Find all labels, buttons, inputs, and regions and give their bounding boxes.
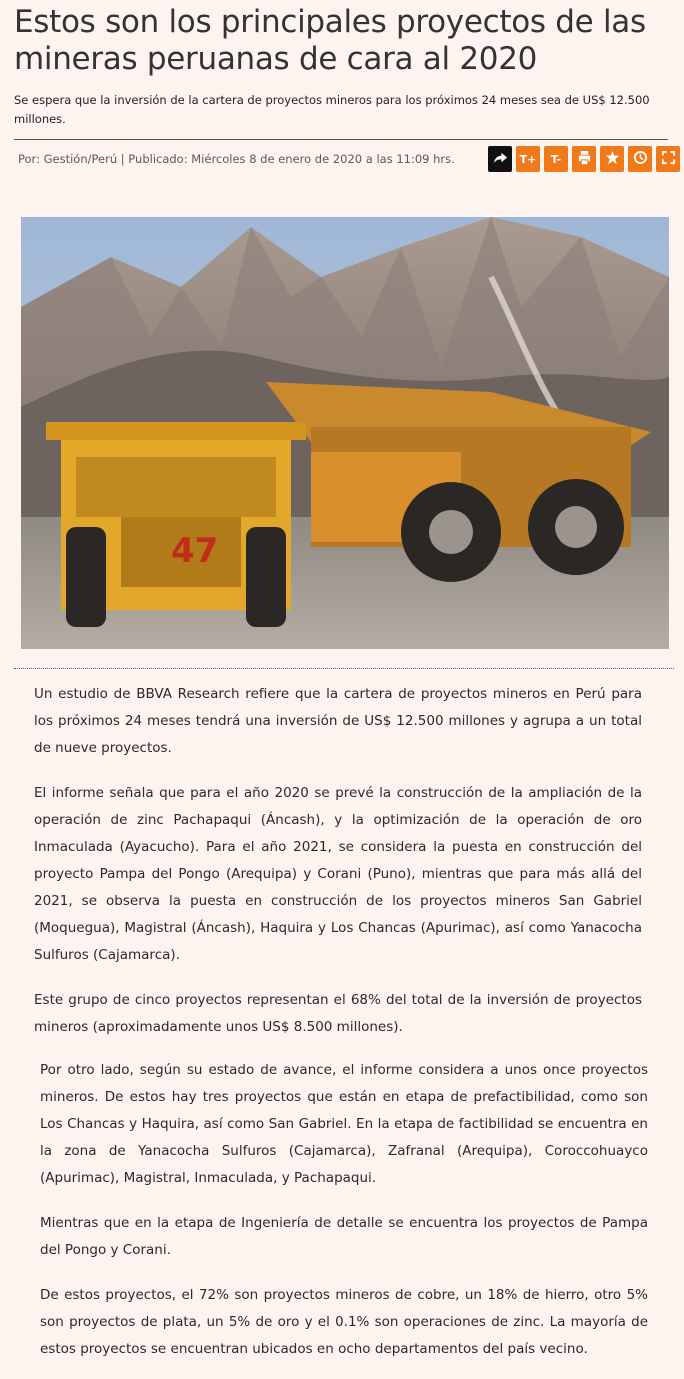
header-divider (14, 139, 668, 140)
font-increase-button[interactable]: T+ (516, 146, 540, 172)
mining-trucks-photo (21, 217, 669, 649)
star-icon (605, 150, 620, 168)
article-body-continued (40, 1057, 648, 1379)
paragraph: De estos proyectos, el 72% son proyectos mineros de cobre, un 18% de hierro, otro 5% son proyectos de plata, un 5% de oro y el 0.1% son operaciones de zinc. La mayoría de estos proyectos se encuentran ubicados en ocho departamentos del país vecino. (40, 1287, 648, 1357)
article-toolbar (488, 146, 680, 172)
font-decrease-button[interactable]: T- (544, 146, 568, 172)
paragraph: Un estudio de BBVA Research refiere que la cartera de proyectos mineros en Perú para los próximos 24 meses tendrá una inversión de US$ 12.500 millones y agrupa a un total de nueve proyectos. (34, 686, 642, 756)
photo-divider (14, 668, 674, 669)
paragraph: Por otro lado, según su estado de avance, el informe considera a unos once proyectos mineros. De estos hay tres proyectos que están en etapa de prefactibilidad, como son Los Chancas y Haquira, así como San Gabriel. En la etapa de factibilidad se encuentra en la zona de Yanacocha Sulfuros (Cajamarca), Zafranal (Arequipa), Coroccohuayco (Apurimac), Magistral, Inmaculada, y Pachapaqui. (40, 1062, 648, 1186)
share-icon (493, 150, 508, 168)
article-headline: Estos son los principales proyectos de las mineras peruanas de cara al 2020 (14, 4, 646, 77)
article-byline: Por: Gestión/Perú | Publicado: Miércoles 8 de enero de 2020 a las 11:09 hrs. (18, 152, 455, 166)
paragraph: Mientras que en la etapa de Ingeniería de detalle se encuentra los proyectos de Pampa del Pongo y Corani. (40, 1215, 648, 1258)
truck-number: 47 (171, 531, 219, 571)
fullscreen-button[interactable] (656, 146, 680, 172)
article-body (34, 681, 642, 1059)
history-button[interactable] (628, 146, 652, 172)
share-button[interactable] (488, 146, 512, 172)
fullscreen-icon (661, 150, 676, 168)
article-subtitle: Se espera que la inversión de la cartera de proyectos mineros para los próximos 24 meses sea de US$ 12.500 millones. (14, 93, 650, 126)
print-icon (577, 150, 592, 168)
clock-icon (633, 150, 648, 168)
print-button[interactable] (572, 146, 596, 172)
paragraph: El informe señala que para el año 2020 se prevé la construcción de la ampliación de la operación de zinc Pachapaqui (Áncash), y la optimización de la operación de oro Inmaculada (Ayacucho). Para el año 2021, se considera la puesta en construcción del proyecto Pampa del Pongo (Arequipa) y Corani (Puno), mientras que para más allá del 2021, se observa la puesta en construcción de los proyectos mineros San Gabriel (Moquegua), Magistral (Áncash), Haquira y Los Chancas (Apurimac), así como Yanacocha Sulfuros (Cajamarca). (34, 785, 642, 963)
article-photo (21, 217, 669, 649)
paragraph: Este grupo de cinco proyectos representan el 68% del total de la inversión de proyectos mineros (aproximadamente unos US$ 8.500 millones). (34, 992, 642, 1035)
favorite-button[interactable] (600, 146, 624, 172)
